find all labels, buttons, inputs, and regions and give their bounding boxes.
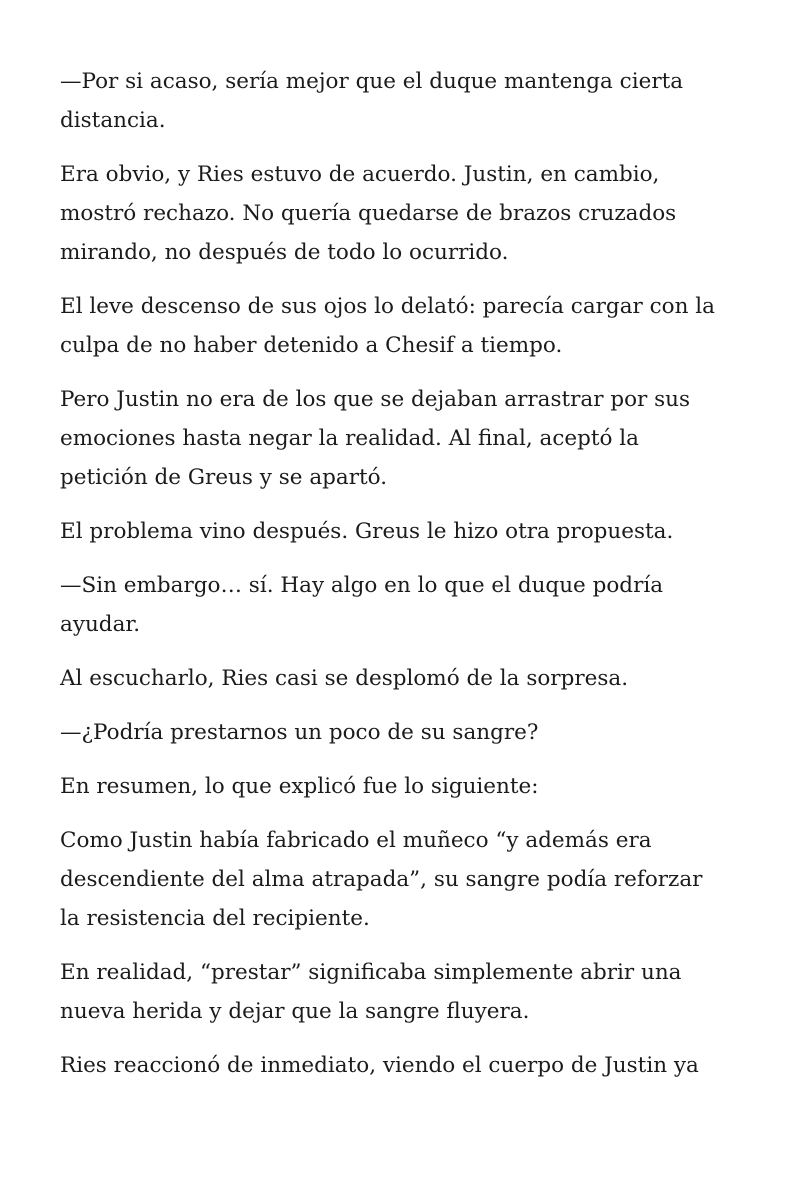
text-line: En realidad, “prestar” significaba simplemente abrir una	[60, 960, 682, 985]
text-line: petición de Greus y se apartó.	[60, 465, 388, 490]
text-line: En resumen, lo que explicó fue lo siguiente:	[60, 774, 539, 799]
paragraph	[60, 512, 740, 551]
text-line: —Sin embargo… sí. Hay algo en lo que el duque podría	[60, 573, 664, 598]
paragraph	[60, 287, 740, 365]
text-line: Ries reaccionó de inmediato, viendo el cuerpo de Justin ya	[60, 1053, 699, 1078]
text-line: Pero Justin no era de los que se dejaban arrastrar por sus	[60, 387, 691, 412]
document-body	[60, 62, 740, 1085]
text-line: mirando, no después de todo lo ocurrido.	[60, 240, 509, 265]
text-line: El leve descenso de sus ojos lo delató: parecía cargar con la	[60, 294, 715, 319]
text-line: nueva herida y dejar que la sangre fluyera.	[60, 999, 530, 1024]
text-line: descendiente del alma atrapada”, su sangre podía reforzar	[60, 867, 703, 892]
text-line: —¿Podría prestarnos un poco de su sangre?	[60, 720, 539, 745]
paragraph	[60, 821, 740, 938]
paragraph	[60, 659, 740, 698]
text-line: la resistencia del recipiente.	[60, 906, 370, 931]
text-line: Era obvio, y Ries estuvo de acuerdo. Justin, en cambio,	[60, 162, 660, 187]
paragraph	[60, 767, 740, 806]
paragraph	[60, 953, 740, 1031]
paragraph	[60, 713, 740, 752]
paragraph	[60, 380, 740, 497]
text-line: —Por si acaso, sería mejor que el duque mantenga cierta	[60, 69, 684, 94]
text-line: emociones hasta negar la realidad. Al final, aceptó la	[60, 426, 639, 451]
paragraph	[60, 62, 740, 140]
text-line: Al escucharlo, Ries casi se desplomó de la sorpresa.	[60, 666, 629, 691]
text-line: ayudar.	[60, 612, 141, 637]
paragraph	[60, 566, 740, 644]
text-line: El problema vino después. Greus le hizo otra propuesta.	[60, 519, 674, 544]
text-line: Como Justin había fabricado el muñeco “y además era	[60, 828, 652, 853]
text-line: distancia.	[60, 108, 166, 133]
paragraph	[60, 155, 740, 272]
paragraph	[60, 1046, 740, 1085]
text-line: culpa de no haber detenido a Chesif a tiempo.	[60, 333, 563, 358]
text-line: mostró rechazo. No quería quedarse de brazos cruzados	[60, 201, 677, 226]
